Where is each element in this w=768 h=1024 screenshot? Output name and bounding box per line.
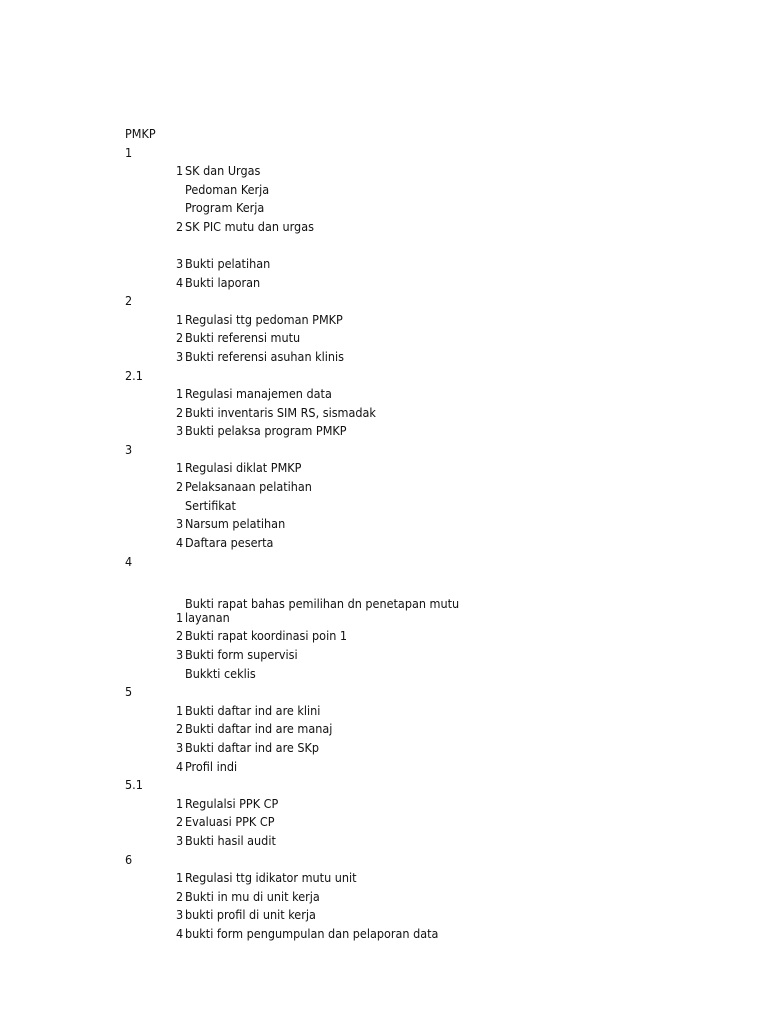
item-number: 3 bbox=[176, 907, 184, 922]
item-number: 2 bbox=[176, 405, 184, 420]
item-text: Bukti daftar ind are SKp bbox=[185, 740, 320, 755]
item-text: Bukti pelaksa program PMKP bbox=[185, 423, 347, 438]
item-number: 2 bbox=[176, 721, 184, 736]
item-text: Regulasi ttg pedoman PMKP bbox=[185, 312, 343, 327]
item-text: Pelaksanaan pelatihan bbox=[185, 479, 312, 494]
item-text: Bukti daftar ind are klini bbox=[185, 703, 321, 718]
item-text: SK PIC mutu dan urgas bbox=[185, 219, 314, 234]
item-text: Regulasi diklat PMKP bbox=[185, 460, 302, 475]
item-text: Program Kerja bbox=[185, 200, 265, 215]
item-number: 1 bbox=[176, 386, 184, 401]
item-number: 3 bbox=[176, 516, 184, 531]
item-text: Bukti rapat koordinasi poin 1 bbox=[185, 628, 348, 643]
item-text: Sertifikat bbox=[185, 498, 236, 513]
item-text: Profil indi bbox=[185, 759, 238, 774]
item-number: 2 bbox=[176, 628, 184, 643]
item-text: SK dan Urgas bbox=[185, 163, 261, 178]
item-text: Regulasi ttg idikator mutu unit bbox=[185, 870, 357, 885]
section-number: 5 bbox=[125, 684, 133, 699]
item-text: Bukti referensi asuhan klinis bbox=[185, 349, 345, 364]
item-number: 4 bbox=[176, 535, 184, 550]
item-number: 4 bbox=[176, 926, 184, 941]
section-number: 2.1 bbox=[125, 368, 143, 383]
item-text: Pedoman Kerja bbox=[185, 182, 270, 197]
item-number: 4 bbox=[176, 759, 184, 774]
item-text: layanan bbox=[185, 610, 230, 625]
item-text: Bukti daftar ind are manaj bbox=[185, 721, 333, 736]
item-text: Bukti rapat bahas pemilihan dn penetapan mutu bbox=[185, 596, 460, 611]
item-number: 3 bbox=[176, 256, 184, 271]
item-text: Bukti inventaris SIM RS, sismadak bbox=[185, 405, 376, 420]
section-number: 6 bbox=[125, 852, 133, 867]
item-number: 3 bbox=[176, 647, 184, 662]
item-text: Bukti laporan bbox=[185, 275, 261, 290]
item-text: bukti profil di unit kerja bbox=[185, 907, 316, 922]
item-number: 3 bbox=[176, 740, 184, 755]
item-number: 3 bbox=[176, 833, 184, 848]
item-number: 3 bbox=[176, 423, 184, 438]
item-number: 1 bbox=[176, 163, 184, 178]
item-text: Regulasi manajemen data bbox=[185, 386, 332, 401]
item-text: Bukti form supervisi bbox=[185, 647, 298, 662]
item-number: 1 bbox=[176, 703, 184, 718]
item-number: 2 bbox=[176, 814, 184, 829]
item-text: Narsum pelatihan bbox=[185, 516, 286, 531]
item-text: Regulalsi PPK CP bbox=[185, 796, 279, 811]
item-number: 1 bbox=[176, 460, 184, 475]
section-number: 1 bbox=[125, 145, 133, 160]
item-text: Bukti pelatihan bbox=[185, 256, 271, 271]
section-number: 3 bbox=[125, 442, 133, 457]
item-number: 4 bbox=[176, 275, 184, 290]
item-number: 1 bbox=[176, 610, 184, 625]
item-number: 1 bbox=[176, 312, 184, 327]
section-number: 5.1 bbox=[125, 777, 143, 792]
item-text: Bukti referensi mutu bbox=[185, 330, 301, 345]
item-text: Bukkti ceklis bbox=[185, 666, 256, 681]
item-text: bukti form pengumpulan dan pelaporan data bbox=[185, 926, 439, 941]
document-title: PMKP bbox=[125, 126, 156, 141]
section-number: 2 bbox=[125, 293, 133, 308]
item-number: 1 bbox=[176, 796, 184, 811]
item-number: 1 bbox=[176, 870, 184, 885]
item-number: 2 bbox=[176, 889, 184, 904]
item-number: 2 bbox=[176, 479, 184, 494]
section-number: 4 bbox=[125, 554, 133, 569]
item-number: 2 bbox=[176, 219, 184, 234]
item-text: Daftara peserta bbox=[185, 535, 274, 550]
item-number: 2 bbox=[176, 330, 184, 345]
item-text: Evaluasi PPK CP bbox=[185, 814, 275, 829]
item-text: Bukti in mu di unit kerja bbox=[185, 889, 320, 904]
item-number: 3 bbox=[176, 349, 184, 364]
item-text: Bukti hasil audit bbox=[185, 833, 276, 848]
